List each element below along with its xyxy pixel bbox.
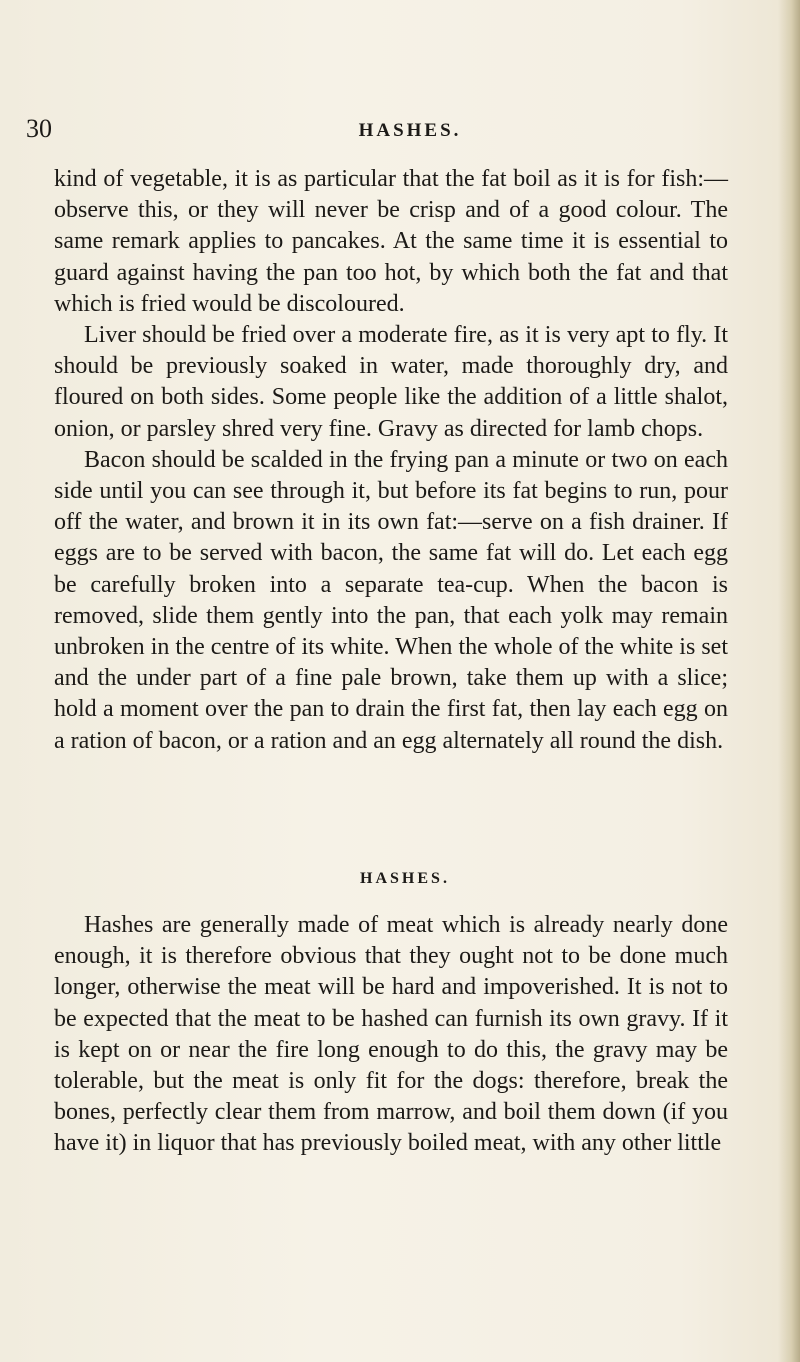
hashes-text: [54, 910, 728, 1160]
page-number: 30: [26, 114, 52, 143]
continuation-text: [54, 164, 728, 757]
section-heading-hashes: HASHES.: [360, 870, 450, 887]
running-head: HASHES.: [358, 120, 462, 141]
paragraph-bacon: Bacon should be scalded in the frying pan a minute or two on each side until you can see through it, but before its fat begins to run, pour off the water, and brown it in its own fat:—serve on a fish drainer. If eggs are to be served with bacon, the same fat will do. Let each egg be carefully broken into a separate tea-cup. When the bacon is removed, slide them gently into the pan, that each yolk may remain unbroken in the centre of its white. When the whole of the white is set and the under part of a fine pale brown, take them up with a slice; hold a moment over the pan to drain the first fat, then lay each egg on a ration of bacon, or a ration and an egg alternately all round the dish.: [54, 446, 728, 754]
paragraph-hashes: Hashes are generally made of meat which is already nearly done enough, it is therefore obvious that they ought not to be done much longer, otherwise the meat will be hard and impoverished. It is not to be expected that the meat to be hashed can furnish its own gravy. If it is kept on or near the fire long enough to do this, the gravy may be tolerable, but the meat is only fit for the dogs: therefore, break the bones, perfectly clear them from marrow, and boil them down (if you have it) in liquor that has previously boiled meat, with any other little: [54, 912, 728, 1157]
page-edge-shadow: [778, 0, 800, 1362]
paragraph-liver: Liver should be fried over a moderate fire, as it is very apt to fly. It should be previously soaked in water, made thoroughly dry, and floured on both sides. Some people like the addition of a little shalot, onion, or parsley shred very fine. Gravy as directed for lamb chops.: [54, 322, 728, 442]
paragraph-vegetable-frying: kind of vegetable, it is as particular that the fat boil as it is for fish:—observe this, or they will never be crisp and of a good colour. The same remark applies to pancakes. At the same time it is essential to guard against having the pan too hot, by which both the fat and that which is fried would be discoloured.: [54, 166, 728, 317]
